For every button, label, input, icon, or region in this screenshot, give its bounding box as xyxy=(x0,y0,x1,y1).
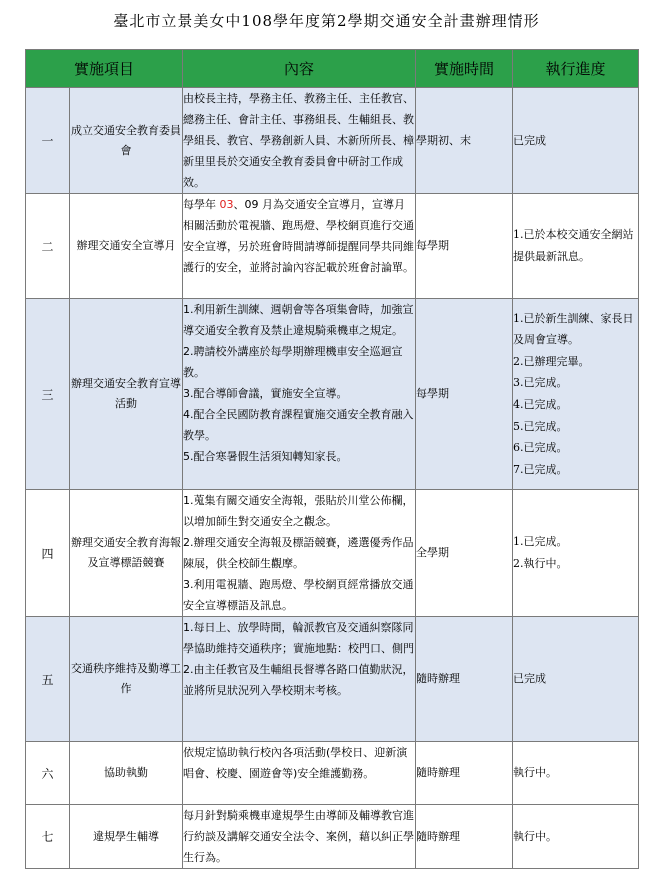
table-row xyxy=(26,490,639,617)
row-item: 成立交通安全教育委員會 xyxy=(70,88,183,194)
table-row xyxy=(26,617,639,742)
row-time: 每學期 xyxy=(416,194,513,299)
content-text: 2.辦理交通安全海報及標語競賽，遴選優秀作品陳展，供全校師生觀摩。 xyxy=(183,536,414,570)
row-number: 五 xyxy=(26,617,70,742)
header-row xyxy=(26,50,639,88)
row-content xyxy=(183,88,416,194)
row-progress xyxy=(513,617,639,742)
row-item: 協助執勤 xyxy=(70,742,183,805)
table-row xyxy=(26,299,639,490)
row-content xyxy=(183,617,416,742)
progress-text: 5.已完成。 xyxy=(513,419,568,433)
content-text: 3.利用電視牆、跑馬燈、學校網頁經常播放交通安全宣導標語及訊息。 xyxy=(183,578,414,612)
row-item: 違規學生輔導 xyxy=(70,805,183,869)
progress-text: 2.執行中。 xyxy=(513,557,568,570)
row-time: 隨時辦理 xyxy=(416,742,513,805)
table-row xyxy=(26,194,639,299)
header-progress: 執行進度 xyxy=(513,50,639,88)
content-text: 3.配合導師會議，實施安全宣導。 xyxy=(183,387,348,400)
progress-text: 7.已完成。 xyxy=(513,462,568,476)
row-number: 一 xyxy=(26,88,70,194)
table-row xyxy=(26,805,639,869)
row-number: 三 xyxy=(26,299,70,490)
progress-text: 6.已完成。 xyxy=(513,441,568,455)
content-text: 由校長主持，學務主任、教務主任、主任教官、總務主任、會計主任、事務組長、生輔組長、教學組長、教官、學務創新人員、木新所所長、樟新里里長於交通安全教育委員會中研討工作成效。 xyxy=(183,92,415,189)
plan-table xyxy=(25,49,639,869)
row-progress xyxy=(513,194,639,299)
progress-text: 4.已完成。 xyxy=(513,398,568,411)
header-content: 內容 xyxy=(183,50,416,88)
row-number: 二 xyxy=(26,194,70,299)
progress-text: 已完成 xyxy=(513,133,547,147)
row-time: 隨時辦理 xyxy=(416,805,513,869)
content-text: 每學年 xyxy=(183,198,220,211)
header-time: 實施時間 xyxy=(416,50,513,88)
content-text: 每月針對騎乘機車違規學生由導師及輔導教官進行約談及講解交通安全法令、案例，藉以糾正學生行為。 xyxy=(183,809,415,864)
row-number: 四 xyxy=(26,490,70,617)
row-content xyxy=(183,805,416,869)
progress-text: 已完成 xyxy=(513,672,547,686)
page-title: 臺北市立景美女中108學年度第2學期交通安全計畫辦理情形 xyxy=(113,12,540,30)
content-text: 依規定協助執行校內各項活動(學校日、迎新演唱會、校慶、園遊會等)安全維護勤務。 xyxy=(183,746,408,780)
content-text: 1.利用新生訓練、週朝會等各項集會時，加強宣導交通安全教育及禁止違規騎乘機車之規定。 xyxy=(183,303,414,337)
row-progress xyxy=(513,805,639,869)
row-content xyxy=(183,742,416,805)
progress-text: 執行中。 xyxy=(513,829,558,843)
table-row xyxy=(26,88,639,194)
row-time: 隨時辦理 xyxy=(416,617,513,742)
table-row xyxy=(26,742,639,805)
progress-text: 3.已完成。 xyxy=(513,376,568,390)
row-item: 辦理交通安全宣導月 xyxy=(70,194,183,299)
row-number: 六 xyxy=(26,742,70,805)
row-item: 辦理交通安全教育宣導活動 xyxy=(70,299,183,490)
content-text: 2.由主任教官及生輔組長督導各路口值勤狀況，並將所見狀況列入學校期末考核。 xyxy=(183,663,414,697)
row-progress xyxy=(513,742,639,805)
content-text: 、09 月為交通安全宣導月，宣導月相關活動於電視牆、跑馬燈、學校網頁進行交通安全宣導，另於班會時間請導師提醒同學共同維護行的安全，並將討論內容記載於班會討論單。 xyxy=(183,198,415,274)
content-highlight: 03 xyxy=(219,198,234,211)
row-progress xyxy=(513,299,639,490)
progress-text: 1.已完成。 xyxy=(513,535,568,549)
row-content xyxy=(183,299,416,490)
progress-text: 1.已於本校交通安全網站提供最新訊息。 xyxy=(513,228,634,263)
content-text: 1.每日上、放學時間，輪派教官及交通糾察隊同學協助維持交通秩序；實施地點：校門口、側門 xyxy=(183,621,415,655)
row-time: 學期初、末 xyxy=(416,88,513,194)
row-item: 交通秩序維持及勤導工作 xyxy=(70,617,183,742)
row-progress xyxy=(513,490,639,617)
row-content xyxy=(183,490,416,617)
header-item: 實施項目 xyxy=(26,50,183,88)
progress-text: 執行中。 xyxy=(513,766,558,780)
content-text: 5.配合寒暑假生活須知轉知家長。 xyxy=(183,450,348,463)
row-item: 辦理交通安全教育海報及宣導標語競賽 xyxy=(70,490,183,617)
row-number: 七 xyxy=(26,805,70,869)
content-text: 4.配合全民國防教育課程實施交通安全教育融入教學。 xyxy=(183,408,414,442)
row-progress xyxy=(513,88,639,194)
row-content xyxy=(183,194,416,299)
progress-text: 2.已辦理完畢。 xyxy=(513,354,590,368)
content-text: 2.聘請校外講座於每學期辦理機車安全巡迴宣教。 xyxy=(183,345,403,379)
row-time: 每學期 xyxy=(416,299,513,490)
progress-text: 1.已於新生訓練、家長日及周會宣導。 xyxy=(513,311,634,347)
content-text: 1.蒐集有關交通安全海報，張貼於川堂公佈欄，以增加師生對交通安全之觀念。 xyxy=(183,494,414,528)
row-time: 全學期 xyxy=(416,490,513,617)
